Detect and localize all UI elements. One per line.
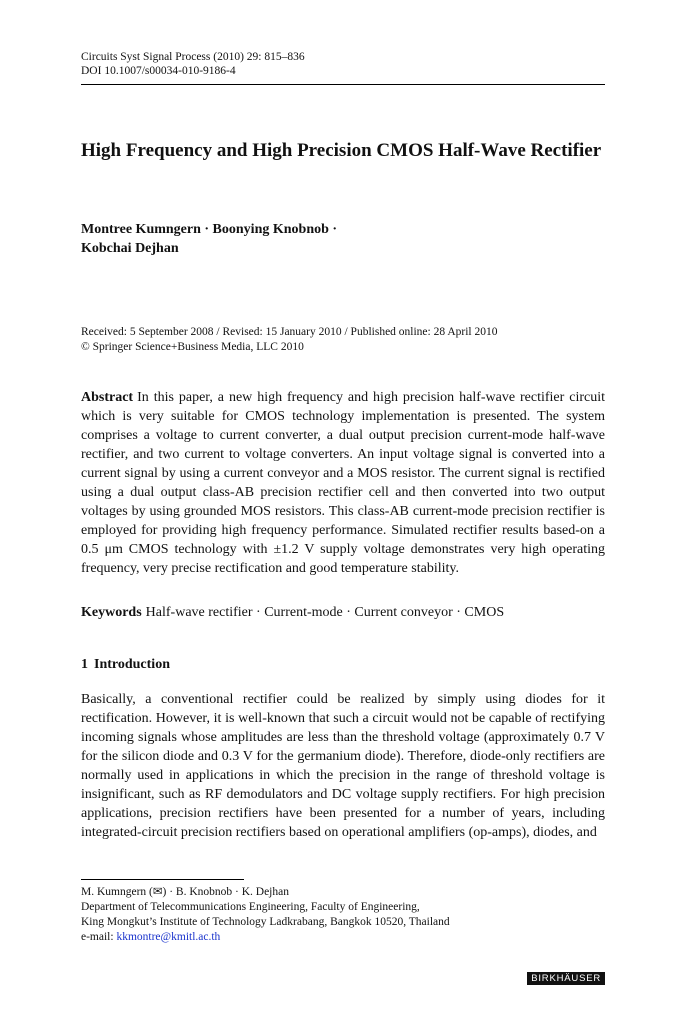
footnote-email-line — [81, 930, 605, 945]
copyright-notice: © Springer Science+Business Media, LLC 2010 — [81, 341, 304, 353]
email-label: e-mail: — [81, 931, 114, 943]
introduction-paragraph: Basically, a conventional rectifier could be realized by simply using diodes for it rectification. However, it is well-known that such a circuit would not be capable of rectifying incoming signals whose amplitudes are less than the threshold voltage (approximately 0.7 V for the silicon diode and 0.3 V for the germanium diode). Therefore, diode-only rectifiers are normally used in applications in which the precision in the range of threshold voltage is insignificant, such as RF demodulators and DC voltage supply rectifiers. For high precision applications, precision rectifiers have been presented for a number of years, including integrated-circuit precision rectifiers based on operational amplifiers (op-amps), diodes, and — [81, 692, 605, 840]
introduction-body — [81, 690, 605, 842]
section-heading — [81, 655, 605, 674]
author-list — [81, 220, 605, 258]
authors-line-2: Kobchai Dejhan — [81, 241, 179, 256]
abstract-text: In this paper, a new high frequency and high precision half-wave rectifier circuit which is very suitable for CMOS technology implementation is presented. The system comprises a voltage to current converter, a dual output precision current-mode half-wave rectifier, and two current to voltage converters. An input voltage signal is converted into a current signal by using a current conveyor and a MOS resistor. The current signal is rectified using a dual output class-AB precision rectifier cell and then converted into two output voltages by using grounded MOS resistors. This class-AB current-mode precision rectifier is employed for providing high frequency performance. Simulated rectifier results based-on a 0.5 μm CMOS technology with ±1.2 V supply voltage demonstrates very high operating frequency, very precise rectification and good temperature stability. — [81, 390, 605, 576]
journal-header — [81, 50, 605, 78]
email-link[interactable]: kkmontre@kmitl.ac.th — [116, 931, 221, 943]
journal-citation: Circuits Syst Signal Process (2010) 29: 815–836 — [81, 51, 305, 63]
publisher-logo: BIRKHÄUSER — [527, 972, 605, 985]
keywords — [81, 603, 605, 622]
paper-title: High Frequency and High Precision CMOS Half-Wave Rectifier — [81, 140, 602, 161]
doi: DOI 10.1007/s00034-010-9186-4 — [81, 65, 236, 77]
section-number: 1 — [81, 657, 88, 672]
publication-dates: Received: 5 September 2008 / Revised: 15 January 2010 / Published online: 28 April 2010 — [81, 326, 498, 338]
footnote-department: Department of Telecommunications Engineering, Faculty of Engineering, — [81, 901, 420, 913]
authors-line-1: Montree Kumngern · Boonying Knobnob · — [81, 222, 338, 237]
footnote-institute: King Mongkut’s Institute of Technology Ladkrabang, Bangkok 10520, Thailand — [81, 916, 450, 928]
section-title: Introduction — [94, 657, 170, 672]
footnote-rule — [81, 879, 244, 880]
abstract — [81, 388, 605, 578]
footnote-authors: M. Kumngern (✉) · B. Knobnob · K. Dejhan — [81, 886, 289, 898]
keywords-text: Half-wave rectifier · Current-mode · Current conveyor · CMOS — [145, 605, 505, 620]
abstract-label: Abstract — [81, 390, 134, 405]
keywords-label: Keywords — [81, 605, 142, 620]
author-affiliation-footnote — [81, 885, 605, 945]
header-rule — [81, 84, 605, 85]
publication-info — [81, 325, 605, 355]
